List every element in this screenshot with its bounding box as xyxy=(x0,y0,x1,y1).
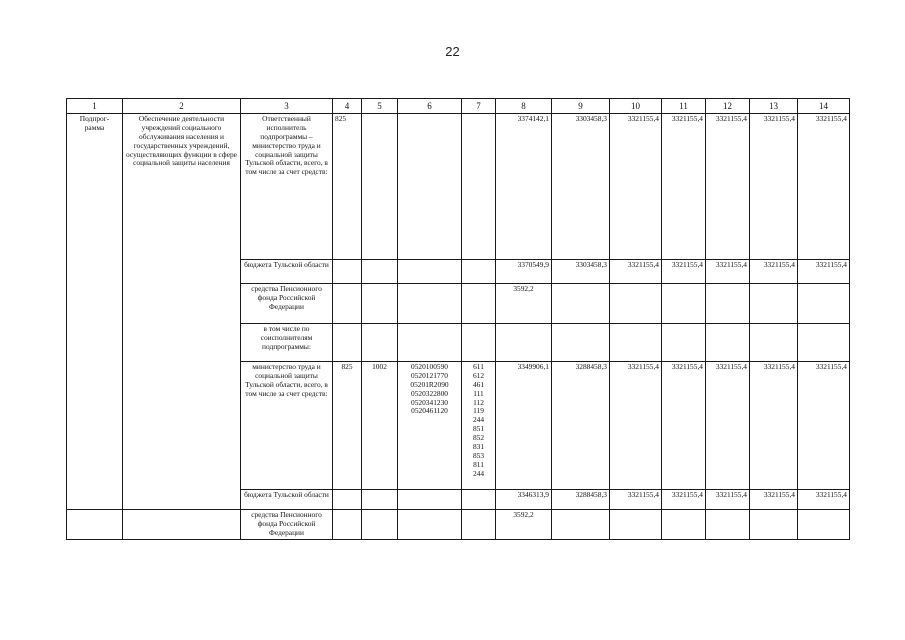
cell-col7 xyxy=(462,114,496,260)
cell-col4 xyxy=(333,490,362,510)
cell-col6 xyxy=(398,260,462,284)
cell-col13: 3321155,4 xyxy=(750,260,798,284)
program-type-cell: Подпрог- рамма xyxy=(67,114,123,510)
executor-cell: бюджета Тульской области xyxy=(241,490,333,510)
cell-col14: 3321155,4 xyxy=(798,114,850,260)
cell-col11: 3321155,4 xyxy=(662,114,706,260)
cell-col11: 3321155,4 xyxy=(662,260,706,284)
executor-cell: министерство труда и социальной защиты Тульской области, всего, в том числе за счет средств: xyxy=(241,362,333,490)
table-row xyxy=(67,114,850,260)
cell-col13: 3321155,4 xyxy=(750,490,798,510)
table-row xyxy=(67,510,850,540)
cell-col6 xyxy=(398,114,462,260)
executor-cell: в том числе по соисполнителям подпрограммы: xyxy=(241,324,333,362)
cell-col11 xyxy=(662,324,706,362)
cell-col14: 3321155,4 xyxy=(798,490,850,510)
cell-col9 xyxy=(552,324,610,362)
cell-col5 xyxy=(362,510,398,540)
executor-cell: средства Пенсионного фонда Российской Федерации xyxy=(241,510,333,540)
cell-col13 xyxy=(750,324,798,362)
cell-col13 xyxy=(750,510,798,540)
column-header: 14 xyxy=(798,99,850,114)
header-row xyxy=(67,99,850,114)
cell-col12 xyxy=(706,324,750,362)
cell-col7 xyxy=(462,324,496,362)
cell-col4: 825 xyxy=(333,114,362,260)
cell-col13: 3321155,4 xyxy=(750,362,798,490)
column-header: 10 xyxy=(610,99,662,114)
cell-col9 xyxy=(552,284,610,324)
cell-col9: 3303458,3 xyxy=(552,260,610,284)
cell-col11: 3321155,4 xyxy=(662,362,706,490)
cell-col5: 1002 xyxy=(362,362,398,490)
cell-col11 xyxy=(662,510,706,540)
cell-col7 xyxy=(462,260,496,284)
cell-col12 xyxy=(706,510,750,540)
executor-cell: Ответственный исполнитель подпрограммы – министерство труда и социальной защиты Тульской области, всего, в том числе за счет средств: xyxy=(241,114,333,260)
budget-table xyxy=(66,98,850,540)
cell-col12: 3321155,4 xyxy=(706,362,750,490)
cell-col9: 3288458,3 xyxy=(552,490,610,510)
cell-col14 xyxy=(798,284,850,324)
cell-col10: 3321155,4 xyxy=(610,490,662,510)
cell-col8: 3349906,1 xyxy=(496,362,552,490)
program-name-cell: Обеспечение деятельности учреждений социального обслуживания населения и государственных учреждений, осуществляющих функции в сфере социальной защиты населения xyxy=(123,114,241,510)
cell-col7: 611 612 461 111 112 119 244 851 852 831 853 811 244 xyxy=(462,362,496,490)
cell-col7 xyxy=(462,284,496,324)
column-header: 6 xyxy=(398,99,462,114)
executor-cell: бюджета Тульской области xyxy=(241,260,333,284)
cell-col14 xyxy=(798,510,850,540)
program-name-cell xyxy=(123,510,241,540)
cell-col6: 0520100590 0520121770 05201R2090 0520322800 0520341230 0520461120 xyxy=(398,362,462,490)
cell-col6 xyxy=(398,510,462,540)
column-header: 5 xyxy=(362,99,398,114)
cell-col8: 3370549,9 xyxy=(496,260,552,284)
cell-col5 xyxy=(362,114,398,260)
cell-col9: 3303458,3 xyxy=(552,114,610,260)
cell-col12: 3321155,4 xyxy=(706,490,750,510)
cell-col14: 3321155,4 xyxy=(798,260,850,284)
cell-col10: 3321155,4 xyxy=(610,114,662,260)
column-header: 3 xyxy=(241,99,333,114)
executor-cell: средства Пенсионного фонда Российской Федерации xyxy=(241,284,333,324)
column-header: 11 xyxy=(662,99,706,114)
cell-col4 xyxy=(333,324,362,362)
cell-col9: 3288458,3 xyxy=(552,362,610,490)
column-header: 4 xyxy=(333,99,362,114)
cell-col10: 3321155,4 xyxy=(610,260,662,284)
cell-col5 xyxy=(362,490,398,510)
cell-col4 xyxy=(333,260,362,284)
cell-col10: 3321155,4 xyxy=(610,362,662,490)
cell-col8: 3592,2 xyxy=(496,284,552,324)
cell-col12: 3321155,4 xyxy=(706,114,750,260)
cell-col4 xyxy=(333,510,362,540)
cell-col13: 3321155,4 xyxy=(750,114,798,260)
cell-col10 xyxy=(610,510,662,540)
cell-col6 xyxy=(398,324,462,362)
program-type-cell xyxy=(67,510,123,540)
column-header: 9 xyxy=(552,99,610,114)
cell-col8: 3374142,1 xyxy=(496,114,552,260)
cell-col5 xyxy=(362,324,398,362)
cell-col14: 3321155,4 xyxy=(798,362,850,490)
cell-col5 xyxy=(362,284,398,324)
cell-col10 xyxy=(610,284,662,324)
column-header: 1 xyxy=(67,99,123,114)
cell-col5 xyxy=(362,260,398,284)
column-header: 2 xyxy=(123,99,241,114)
cell-col8 xyxy=(496,324,552,362)
cell-col8: 3346313,9 xyxy=(496,490,552,510)
cell-col11: 3321155,4 xyxy=(662,490,706,510)
cell-col12 xyxy=(706,284,750,324)
cell-col10 xyxy=(610,324,662,362)
cell-col12: 3321155,4 xyxy=(706,260,750,284)
cell-col4 xyxy=(333,284,362,324)
cell-col7 xyxy=(462,510,496,540)
page-number: 22 xyxy=(445,44,460,59)
column-header: 12 xyxy=(706,99,750,114)
column-header: 8 xyxy=(496,99,552,114)
cell-col7 xyxy=(462,490,496,510)
cell-col6 xyxy=(398,284,462,324)
cell-col11 xyxy=(662,284,706,324)
cell-col8: 3592,2 xyxy=(496,510,552,540)
cell-col13 xyxy=(750,284,798,324)
cell-col14 xyxy=(798,324,850,362)
cell-col6 xyxy=(398,490,462,510)
cell-col9 xyxy=(552,510,610,540)
column-header: 13 xyxy=(750,99,798,114)
column-header: 7 xyxy=(462,99,496,114)
cell-col4: 825 xyxy=(333,362,362,490)
